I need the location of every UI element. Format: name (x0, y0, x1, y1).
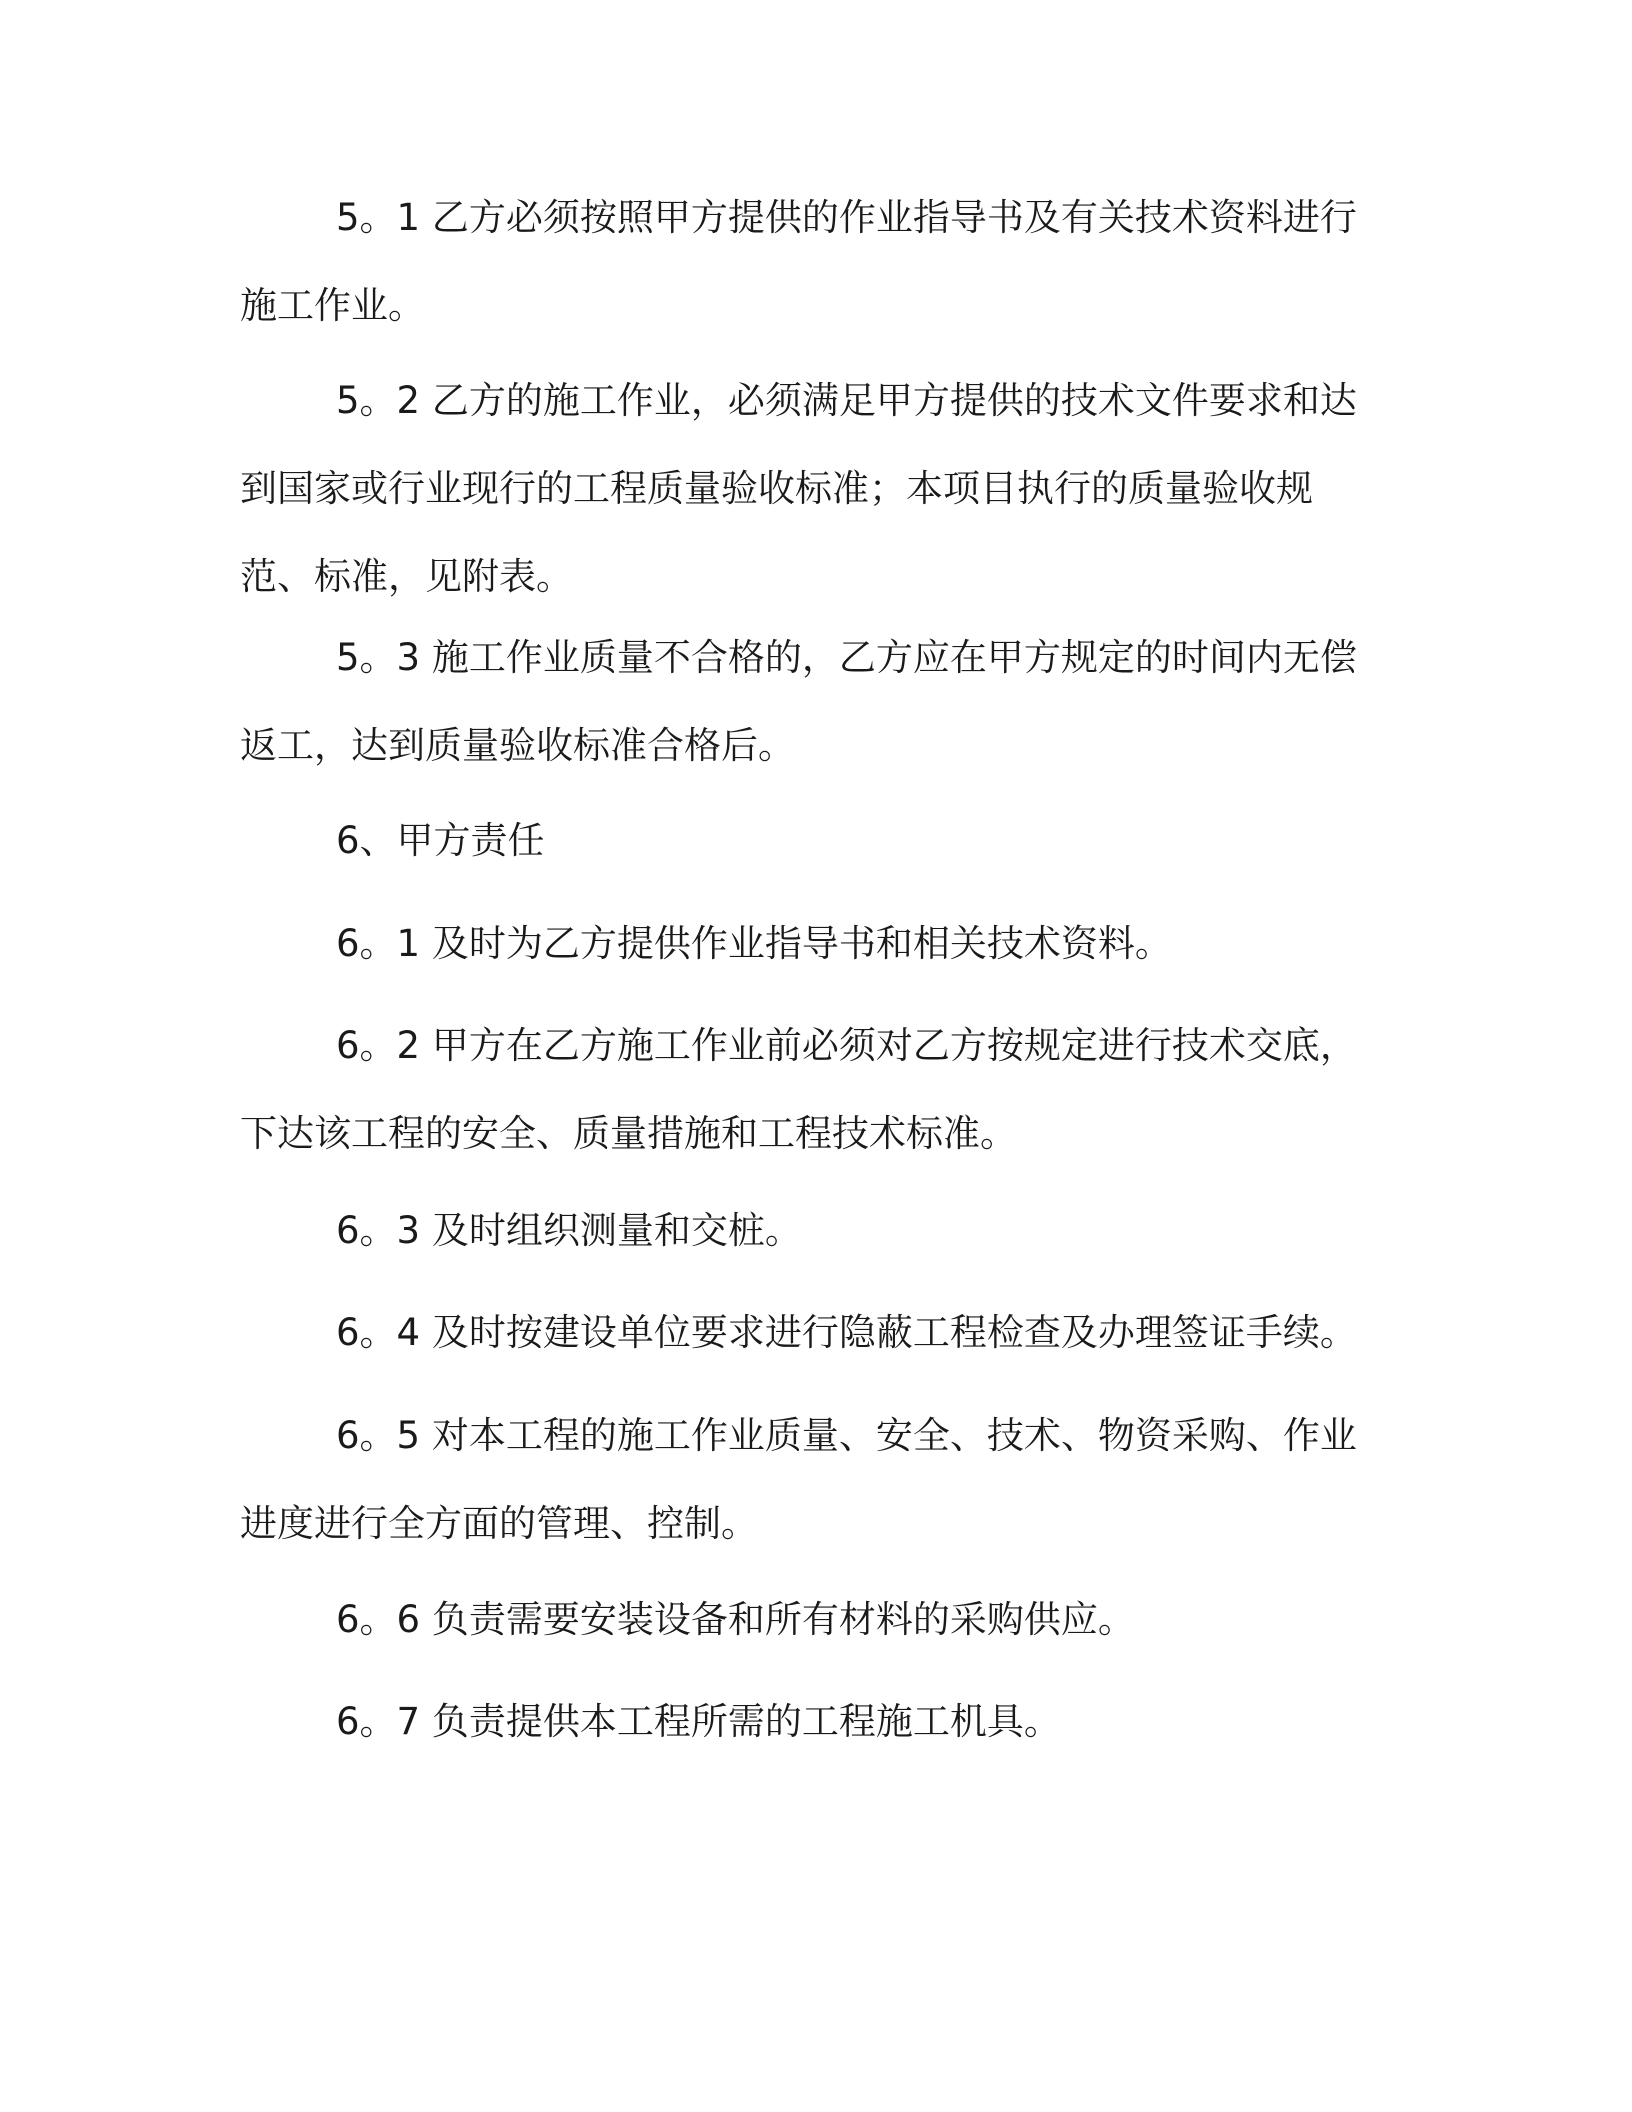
clause-5-3: 5。3 施工作业质量不合格的，乙方应在甲方规定的时间内无偿返工，达到质量验收标准合格后。 (240, 636, 1357, 767)
clause-6-2: 6。2 甲方在乙方施工作业前必须对乙方按规定进行技术交底，下达该工程的安全、质量措施和工程技术标准。 (240, 1024, 1357, 1155)
clause-6-3: 6。3 及时组织测量和交桩。 (336, 1209, 802, 1252)
clause-6-7: 6。7 负责提供本工程所需的工程施工机具。 (336, 1700, 1061, 1743)
clause-6-1: 6。1 及时为乙方提供作业指导书和相关技术资料。 (336, 922, 1172, 965)
section-heading-6: 6、甲方责任 (336, 819, 545, 862)
clause-6-4: 6。4 及时按建设单位要求进行隐蔽工程检查及办理签证手续。 (336, 1311, 1357, 1354)
clause-6-6: 6。6 负责需要安装设备和所有材料的采购供应。 (336, 1598, 1135, 1641)
clause-5-1: 5。1 乙方必须按照甲方提供的作业指导书及有关技术资料进行施工作业。 (240, 196, 1357, 327)
clause-6-5: 6。5 对本工程的施工作业质量、安全、技术、物资采购、作业进度进行全方面的管理、控制。 (240, 1414, 1357, 1545)
clause-5-2: 5。2 乙方的施工作业，必须满足甲方提供的技术文件要求和达到国家或行业现行的工程质量验收标准；本项目执行的质量验收规范、标准，见附表。 (240, 379, 1357, 598)
